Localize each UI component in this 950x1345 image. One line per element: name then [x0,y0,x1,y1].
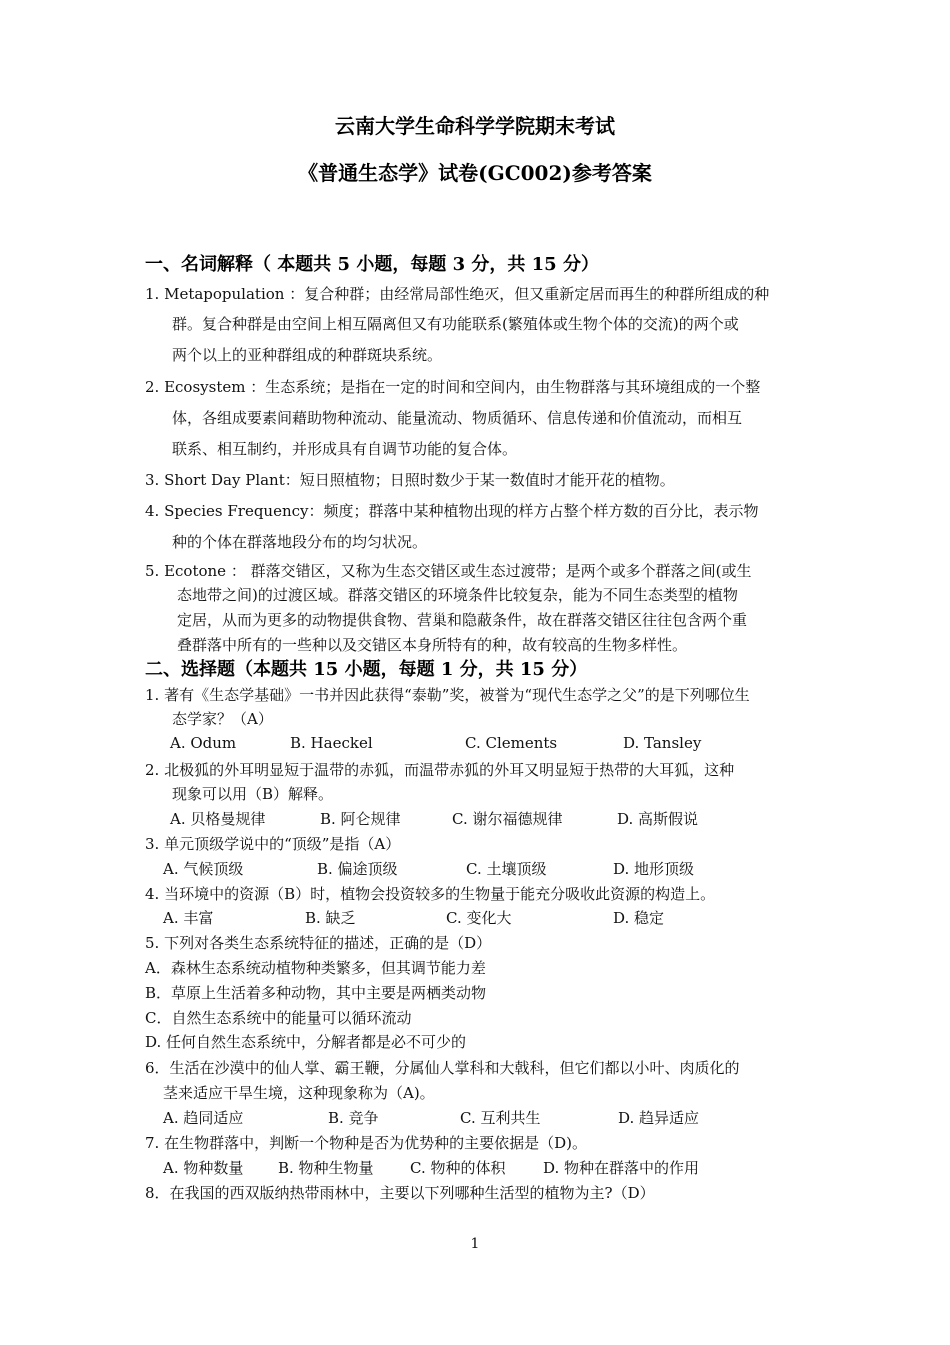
question-line: 现象可以用（B）解释。 [172,785,334,803]
def-line: 3. Short Day Plant：短日照植物；日照时数少于某一数值时才能开花的植物。 [145,471,675,489]
option: C. 变化大 [446,909,512,927]
question-line: 1. 著有《生态学基础》一书并因此获得“泰勒”奖，被誉为“现代生态学之父”的是下列哪位生 [145,686,750,704]
option: A. 气候顶级 [163,860,244,878]
question-line: B．草原上生活着多种动物，其中主要是两栖类动物 [145,984,487,1002]
def-line: 态地带之间)的过渡区域。群落交错区的环境条件比较复杂，能为不同生态类型的植物 [177,586,738,604]
def-line: 4. Species Frequency：频度；群落中某种植物出现的样方占整个样方数的百分比，表示物 [145,502,759,520]
option: A. 趋同适应 [163,1109,244,1127]
option: C. 互利共生 [460,1109,541,1127]
question-line: 茎来适应干旱生境，这种现象称为（A)。 [163,1084,435,1102]
option: D. 高斯假说 [617,810,699,828]
question-line: 态学家？（A） [172,710,273,728]
option: C. 谢尔福德规律 [452,810,563,828]
option: A. 物种数量 [163,1159,244,1177]
def-line: 联系、相互制约，并形成具有自调节功能的复合体。 [172,440,518,458]
def-line: 5. Ecotone ： 群落交错区，又称为生态交错区或生态过渡带；是两个或多个群落之间(或生 [145,562,752,580]
page-number: 1 [470,1236,480,1252]
question-line: 7. 在生物群落中，判断一个物种是否为优势种的主要依据是（D)。 [145,1134,587,1152]
section1-heading: 一、名词解释（ 本题共 5 小题，每题 3 分，共 15 分） [145,254,599,275]
option: C. 物种的体积 [410,1159,506,1177]
option: D. 趋异适应 [618,1109,700,1127]
question-line: 4. 当环境中的资源（B）时，植物会投资较多的生物量于能充分吸收此资源的构造上。 [145,885,716,903]
exam-subtitle: 《普通生态学》试卷(GC002)参考答案 [298,161,652,185]
question-line: 5. 下列对各类生态系统特征的描述，正确的是（D） [145,934,492,952]
def-line: 2. Ecosystem ：生态系统；是指在一定的时间和空间内，由生物群落与其环境组成的一个整 [145,378,761,396]
option: B. 物种生物量 [278,1159,374,1177]
option: A. 贝格曼规律 [170,810,266,828]
option: B. 缺乏 [305,909,356,927]
def-line: 1. Metapopulation ：复合种群；由经常局部性绝灭，但又重新定居而再生的种群所组成的种 [145,285,770,303]
option: C. 土壤顶级 [466,860,547,878]
question-line: 8．在我国的西双版纳热带雨林中，主要以下列哪种生活型的植物为主?（D） [145,1184,655,1202]
option: A. Odum [170,734,237,752]
question-line: C．自然生态系统中的能量可以循环流动 [145,1009,412,1027]
option: B. 阿仑规律 [320,810,401,828]
option: D. 地形顶级 [613,860,695,878]
option: D. 物种在群落中的作用 [543,1159,700,1177]
option: D. Tansley [623,734,702,752]
option: B. 偏途顶级 [317,860,398,878]
option: B. 竞争 [328,1109,379,1127]
def-line: 两个以上的亚种群组成的种群斑块系统。 [172,346,443,364]
def-line: 群。复合种群是由空间上相互隔离但又有功能联系(繁殖体或生物个体的交流)的两个或 [172,315,739,333]
def-line: 定居，从而为更多的动物提供食物、营巢和隐蔽条件，故在群落交错区往往包含两个重 [177,611,748,629]
option: A. 丰富 [163,909,214,927]
exam-title: 云南大学生命科学学院期末考试 [335,114,615,138]
question-line: A．森林生态系统动植物种类繁多，但其调节能力差 [145,959,486,977]
option: D. 稳定 [613,909,665,927]
question-line: 3. 单元顶级学说中的“顶级”是指（A） [145,835,401,853]
question-line: 6．生活在沙漠中的仙人掌、霸王鞭，分属仙人掌科和大戟科，但它们都以小叶、肉质化的 [145,1059,740,1077]
def-line: 叠群落中所有的一些种以及交错区本身所特有的种，故有较高的生物多样性。 [177,636,688,654]
option: B. Haeckel [290,734,373,752]
option: C. Clements [465,734,558,752]
section2-heading: 二、选择题（本题共 15 小题，每题 1 分，共 15 分） [145,659,588,680]
question-line: 2. 北极狐的外耳明显短于温带的赤狐，而温带赤狐的外耳又明显短于热带的大耳狐，这种 [145,761,735,779]
def-line: 体，各组成要素间藉助物种流动、能量流动、物质循环、信息传递和价值流动，而相互 [172,409,743,427]
question-line: D. 任何自然生态系统中，分解者都是必不可少的 [145,1033,467,1051]
def-line: 种的个体在群落地段分布的均匀状况。 [172,533,428,551]
